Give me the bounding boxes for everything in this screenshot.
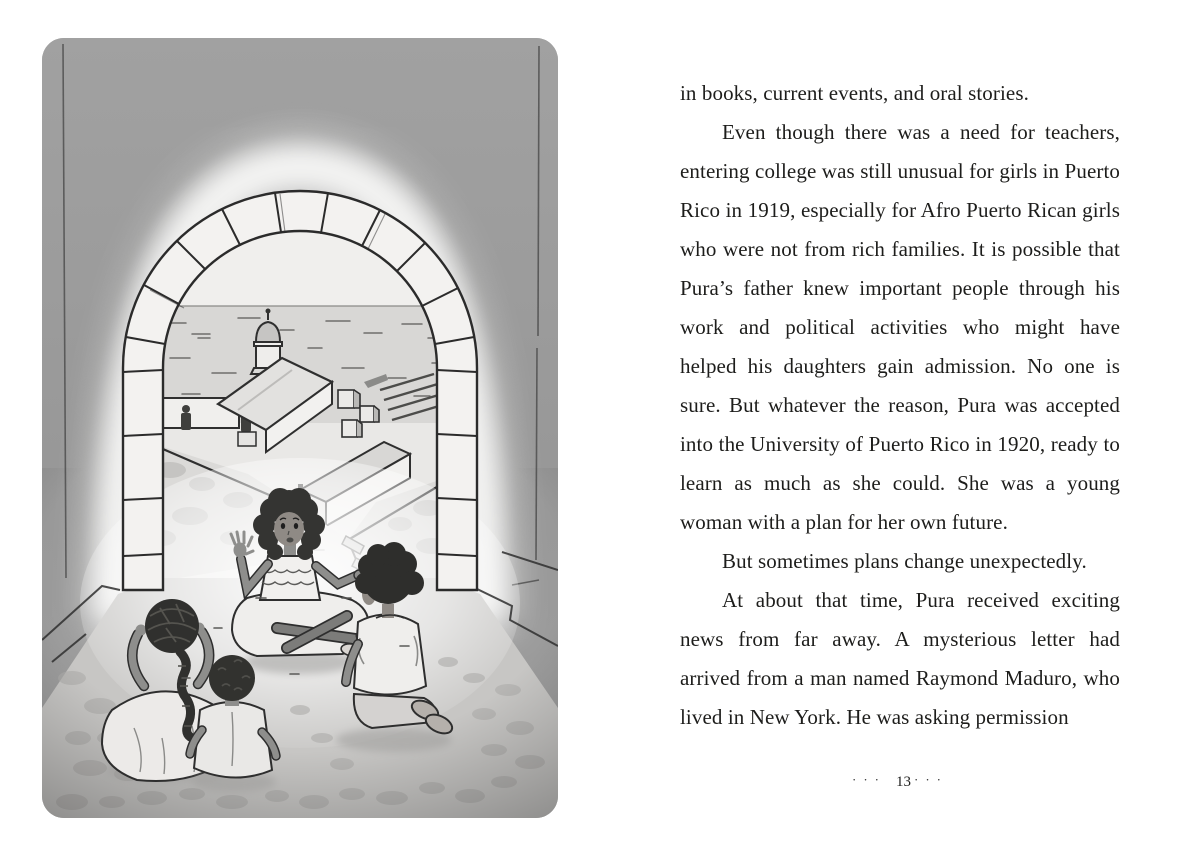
t-shirt xyxy=(354,614,426,694)
book-illustration xyxy=(42,38,558,818)
footer-dots-right: ··· xyxy=(914,772,948,787)
hair-bun xyxy=(145,599,199,653)
paragraph: Even though there was a need for teachers, entering college was still unusual for girls in Puerto Rico in 1919, especially for Afro Puerto Rican girls who were not from rich families. It is possible that Pura’s father knew important people through his work and political activities who might have helped his daughters gain admission. No one is sure. But whatever the reason, Pura was accepted into the University of Puerto Rico in 1920, ready to learn as much as she could. She was a young woman with a plan for her own future. xyxy=(680,120,1120,534)
body-text xyxy=(680,74,1120,737)
paragraph: But sometimes plans change unexpectedly. xyxy=(722,549,1087,573)
distant-figure xyxy=(181,405,191,430)
page-footer xyxy=(680,774,1120,791)
footer-dots-left: ··· xyxy=(852,772,886,787)
paragraph: in books, current events, and oral stories. xyxy=(680,81,1029,105)
curly-hair xyxy=(209,655,255,701)
paragraph: At about that time, Pura received exciting news from far away. A mysterious letter had arrived from a man named Raymond Maduro, who lived in New York. He was asking permission xyxy=(680,588,1120,729)
page-number: 13 xyxy=(896,774,911,790)
illustration-graphic xyxy=(42,38,558,818)
